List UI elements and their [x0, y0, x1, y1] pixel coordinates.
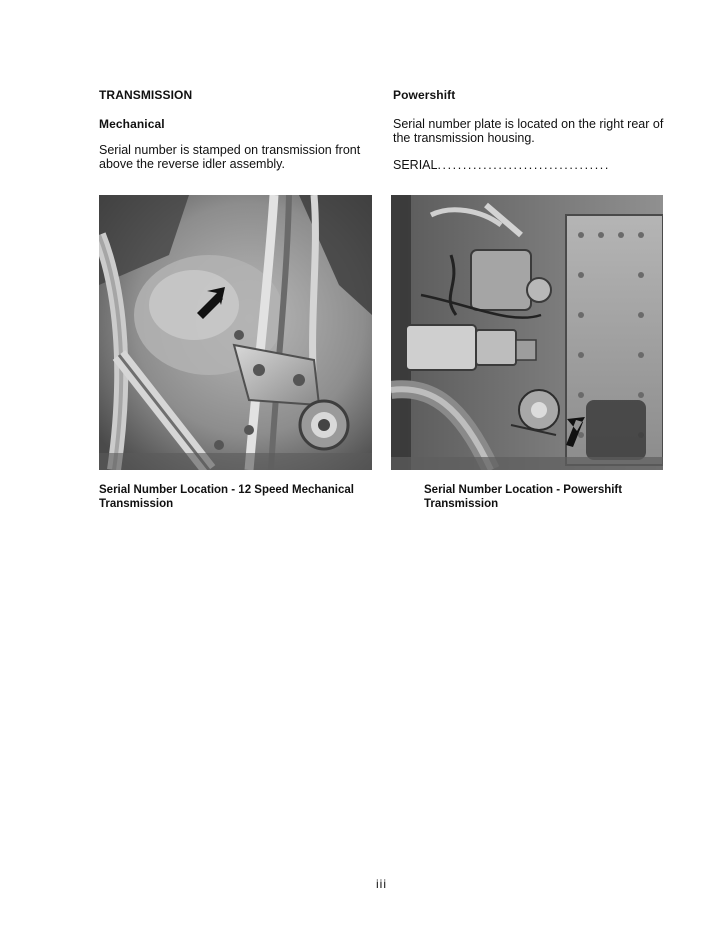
powershift-description-line-2: the transmission housing.: [393, 131, 535, 145]
transmission-heading: TRANSMISSION: [99, 88, 193, 102]
serial-dot-leader: ..................................: [437, 158, 610, 172]
powershift-transmission-photo-art: [391, 195, 663, 470]
powershift-description-line-1: Serial number plate is located on the right rear of: [393, 117, 664, 131]
serial-entry-line: [393, 158, 673, 172]
mechanical-photo-caption-line-1: Serial Number Location - 12 Speed Mechanical: [99, 484, 354, 496]
serial-label: SERIAL: [393, 158, 438, 172]
powershift-photo-caption-line-2: Transmission: [424, 498, 499, 510]
page-number: iii: [376, 877, 387, 891]
mechanical-photo-caption-line-2: Transmission: [99, 498, 174, 510]
mechanical-description-line-1: Serial number is stamped on transmission front: [99, 143, 361, 157]
powershift-transmission-photo: [391, 195, 663, 470]
powershift-photo-caption: [424, 483, 684, 511]
powershift-heading: Powershift: [393, 88, 456, 102]
mechanical-transmission-photo: [99, 195, 372, 470]
mechanical-subheading: Mechanical: [99, 117, 165, 131]
mechanical-transmission-photo-art: [99, 195, 372, 470]
powershift-description: [393, 117, 673, 145]
mechanical-description-line-2: above the reverse idler assembly.: [99, 157, 285, 171]
mechanical-description: [99, 143, 369, 171]
powershift-photo-caption-line-1: Serial Number Location - Powershift: [424, 484, 623, 496]
mechanical-photo-caption: [99, 483, 389, 511]
